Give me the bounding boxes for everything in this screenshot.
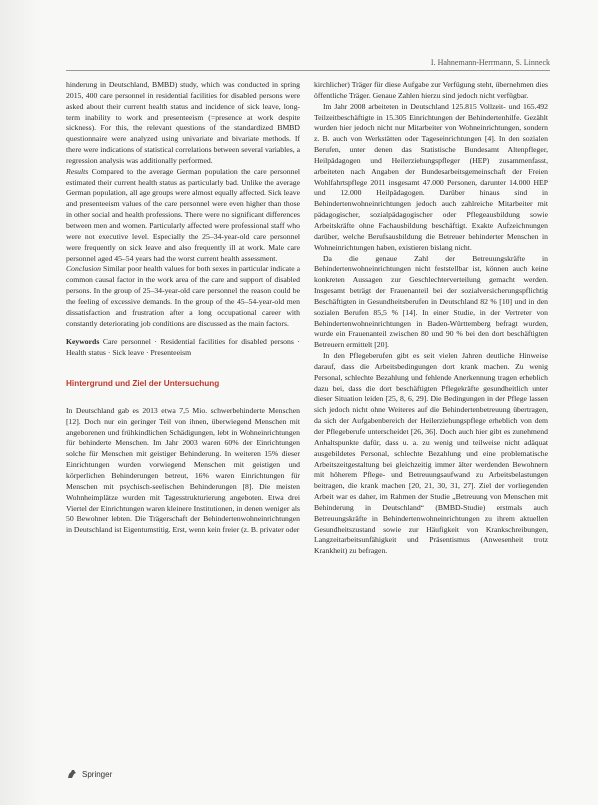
body-paragraph-2: Im Jahr 2008 arbeiteten in Deutschland 125.815 Vollzeit- und 165.492 Teilzeitbeschäftigte in 15.305 Einrichtungen der Behindertenhilfe. Gezählt wurden hier jedoch nicht nur Mitarbeiter von Wohneinrichtungen, sondern z. B. auch von Werkstätten oder Tageseinrichtungen [4]. In den sozialen Berufen, unter denen das Statistische Bundesamt Altenpfleger, Heilpädagogen und Heilerziehungspfleger (HEP) zusammenfasst, arbeiteten nach Angaben der Bundesarbeitsgemeinschaft der Freien Wohlfahrtspflege 2011 insgesamt 47.000 Personen, darunter 14.000 HEP und 12.000 Heilpädagogen. Darüber hinaus sind in Behindertenwohneinrichtungen jedoch auch zahlreiche Mitarbeiter mit pädagogischer, sozialpädagogischer oder Pflegeausbildung sowie Arbeitskräfte ohne Fachausbildung beschäftigt. Exakte Aufzeichnungen darüber, welche Berufsausbildung die Betreuer behinderter Menschen in Wohneinrichtungen haben, existieren bislang nicht. [314, 101, 548, 252]
right-column [314, 80, 548, 557]
scan-shadow [0, 0, 40, 805]
header-rule [66, 70, 550, 71]
running-header: I. Hahnemann-Herrmann, S. Linneck [430, 58, 550, 67]
results-text: Compared to the average German population the care personnel estimated their current health status as particularly bad. Unlike the average German population, all age groups were almost equally affected. Sick leave and presenteeism values of the care personnel were even higher than those in other social and health professions. There were no significant differences between men and women. Particularly affected were professional staff who were not executive level. Especially the 25–34-year-old care personnel were frequently on sick leave and also frequently ill at work. Male care personnel aged 45–54 years had the worst current health assessment. [66, 166, 300, 263]
abstract-conclusion-paragraph [66, 264, 300, 329]
background-paragraph: In Deutschland gab es 2013 etwa 7,5 Mio. schwerbehinderte Menschen [12]. Doch nur ein geringer Teil von ihnen, überwiegend Menschen mit angeborenen und frühkindlichen Schädigungen, lebt in Wohneinrichtungen für behinderte Menschen. Im Jahr 2003 waren 60% der Einrichtungen solche für Menschen mit geistiger Behinderung. In weiteren 15% dieser Einrichtungen wurden vorwiegend Menschen mit geistigen und körperlichen Behinderungen betreut, 16% waren Einrichtungen für Menschen mit psychisch-seelischen Behinderungen [8]. Die meisten Wohnheimplätze wurden mit Tagesstrukturierung angeboten. Etwa drei Viertel der Einrichtungen waren kleinere Institutionen, in denen weniger als 50 Bewohner lebten. Die Trägerschaft der Behindertenwohneinrichtungen in Deutschland ist Eigentumstitig. Erst, wenn kein freier (z. B. privater oder [66, 405, 300, 535]
keywords-paragraph [66, 337, 300, 359]
left-column [66, 80, 300, 536]
section-heading: Hintergrund und Ziel der Untersuchung [66, 379, 220, 389]
body-paragraph-3: Da die genaue Zahl der Betreuungskräfte in Behindertenwohneinrichtungen nicht feststellbar ist, können auch keine konkreten Aussagen zur Geschlechterverteilung gemacht werden. Insgesamt beträgt der Frauenanteil bei der sozialversicherungspflichtig Beschäftigten in Gesundheitsberufen in Deutschland 82 % [10] und in den sozialen Berufen 85,5 % [14]. In einer Studie, in der Vertreter von Behindertenwohneinrichtungen in Baden-Württemberg befragt wurden, wurde ein Frauenanteil zwischen 80 und 90 % bei den dort beschäftigten Betreuern ermittelt [20]. [314, 253, 548, 350]
springer-horse-icon [66, 768, 78, 780]
body-paragraph-4: In den Pflegeberufen gibt es seit vielen Jahren deutliche Hinweise darauf, dass die Arbeitsbedingungen dort krank machen. Zu wenig Personal, schlechte Bezahlung und fehlende Anerkennung tragen erheblich dazu bei, dass die dort beschäftigten Pflegekräfte gesundheitlich unter dieser Situation leiden [25, 8, 6, 29]. Die Bedingungen in der Pflege lassen sich jedoch nicht ohne Weiteres auf die Behindertenbetreuung übertragen, da sich der Aufgabenbereich der Heilerziehungspflege erheblich von dem der Pflegeberufe unterscheidet [26, 36]. Doch auch hier gibt es zunehmend Anhaltspunkte dafür, dass u. a. zu wenig und teilweise nicht adäquat ausgebildetes Personal, schlechte Bezahlung und eine problematische Arbeitszeitgestaltung bei gleichzeitig immer älter werdenden Bewohnern mit höherem Pflege- und Betreuungsaufwand zu Arbeitsbelastungen beitragen, die krank machen [20, 21, 30, 31, 27]. Ziel der vorliegenden Arbeit war es daher, im Rahmen der Studie „Betreuung von Menschen mit Behinderung in Deutschland“ (BMBD-Studie) erstmals auch Betreuungskräfte in Behindertenwohneinrichtungen zu ihrem aktuellen Gesundheitszustand sowie zur Häufigkeit von Krankschreibungen, Langzeitarbeitsunfähigkeit und Präsentismus (Anwesenheit trotz Krankheit) zu befragen. [314, 351, 548, 556]
keywords-label: Keywords [66, 337, 100, 347]
conclusion-label: Conclusion [66, 264, 102, 274]
abstract-results-paragraph [66, 167, 300, 265]
body-paragraph-1: kirchlicher) Träger für diese Aufgabe zur Verfügung steht, übernehmen dies öffentliche Träger. Genaue Zahlen hierzu sind jedoch nicht verfügbar. [314, 80, 548, 100]
footer [66, 768, 112, 780]
abstract-methods-paragraph: hinderung in Deutschland, BMBD) study, which was conducted in spring 2015, 400 care personnel in residential facilities for disabled persons were asked about their current health status and incidence of sick leave, long-term inability to work and presenteeism (=presence at work despite sickness). For this, the relevant questions of the standardized BMBD questionnaire were analyzed using univariate and bivariate methods. If there were indications of statistical correlations between several variables, a regression analysis was additionally performed. [66, 80, 300, 165]
keywords-text: Care personnel · Residential facilities for disabled persons · Health status · Sick leave · Presenteeism [66, 337, 300, 358]
conclusion-text: Similar poor health values for both sexes in particular indicate a common causal factor in the work area of the care and support of disabled persons. In the group of 25–34-year-old care personnel the reason could be the feeling of excessive demands. In the group of the 45–54-year-old men dissatisfaction and frustration after a long occupational career with constantly deteriorating job conditions are discussed as the main factors. [66, 264, 300, 328]
results-label: Results [66, 166, 89, 176]
publisher-name: Springer [82, 769, 113, 779]
